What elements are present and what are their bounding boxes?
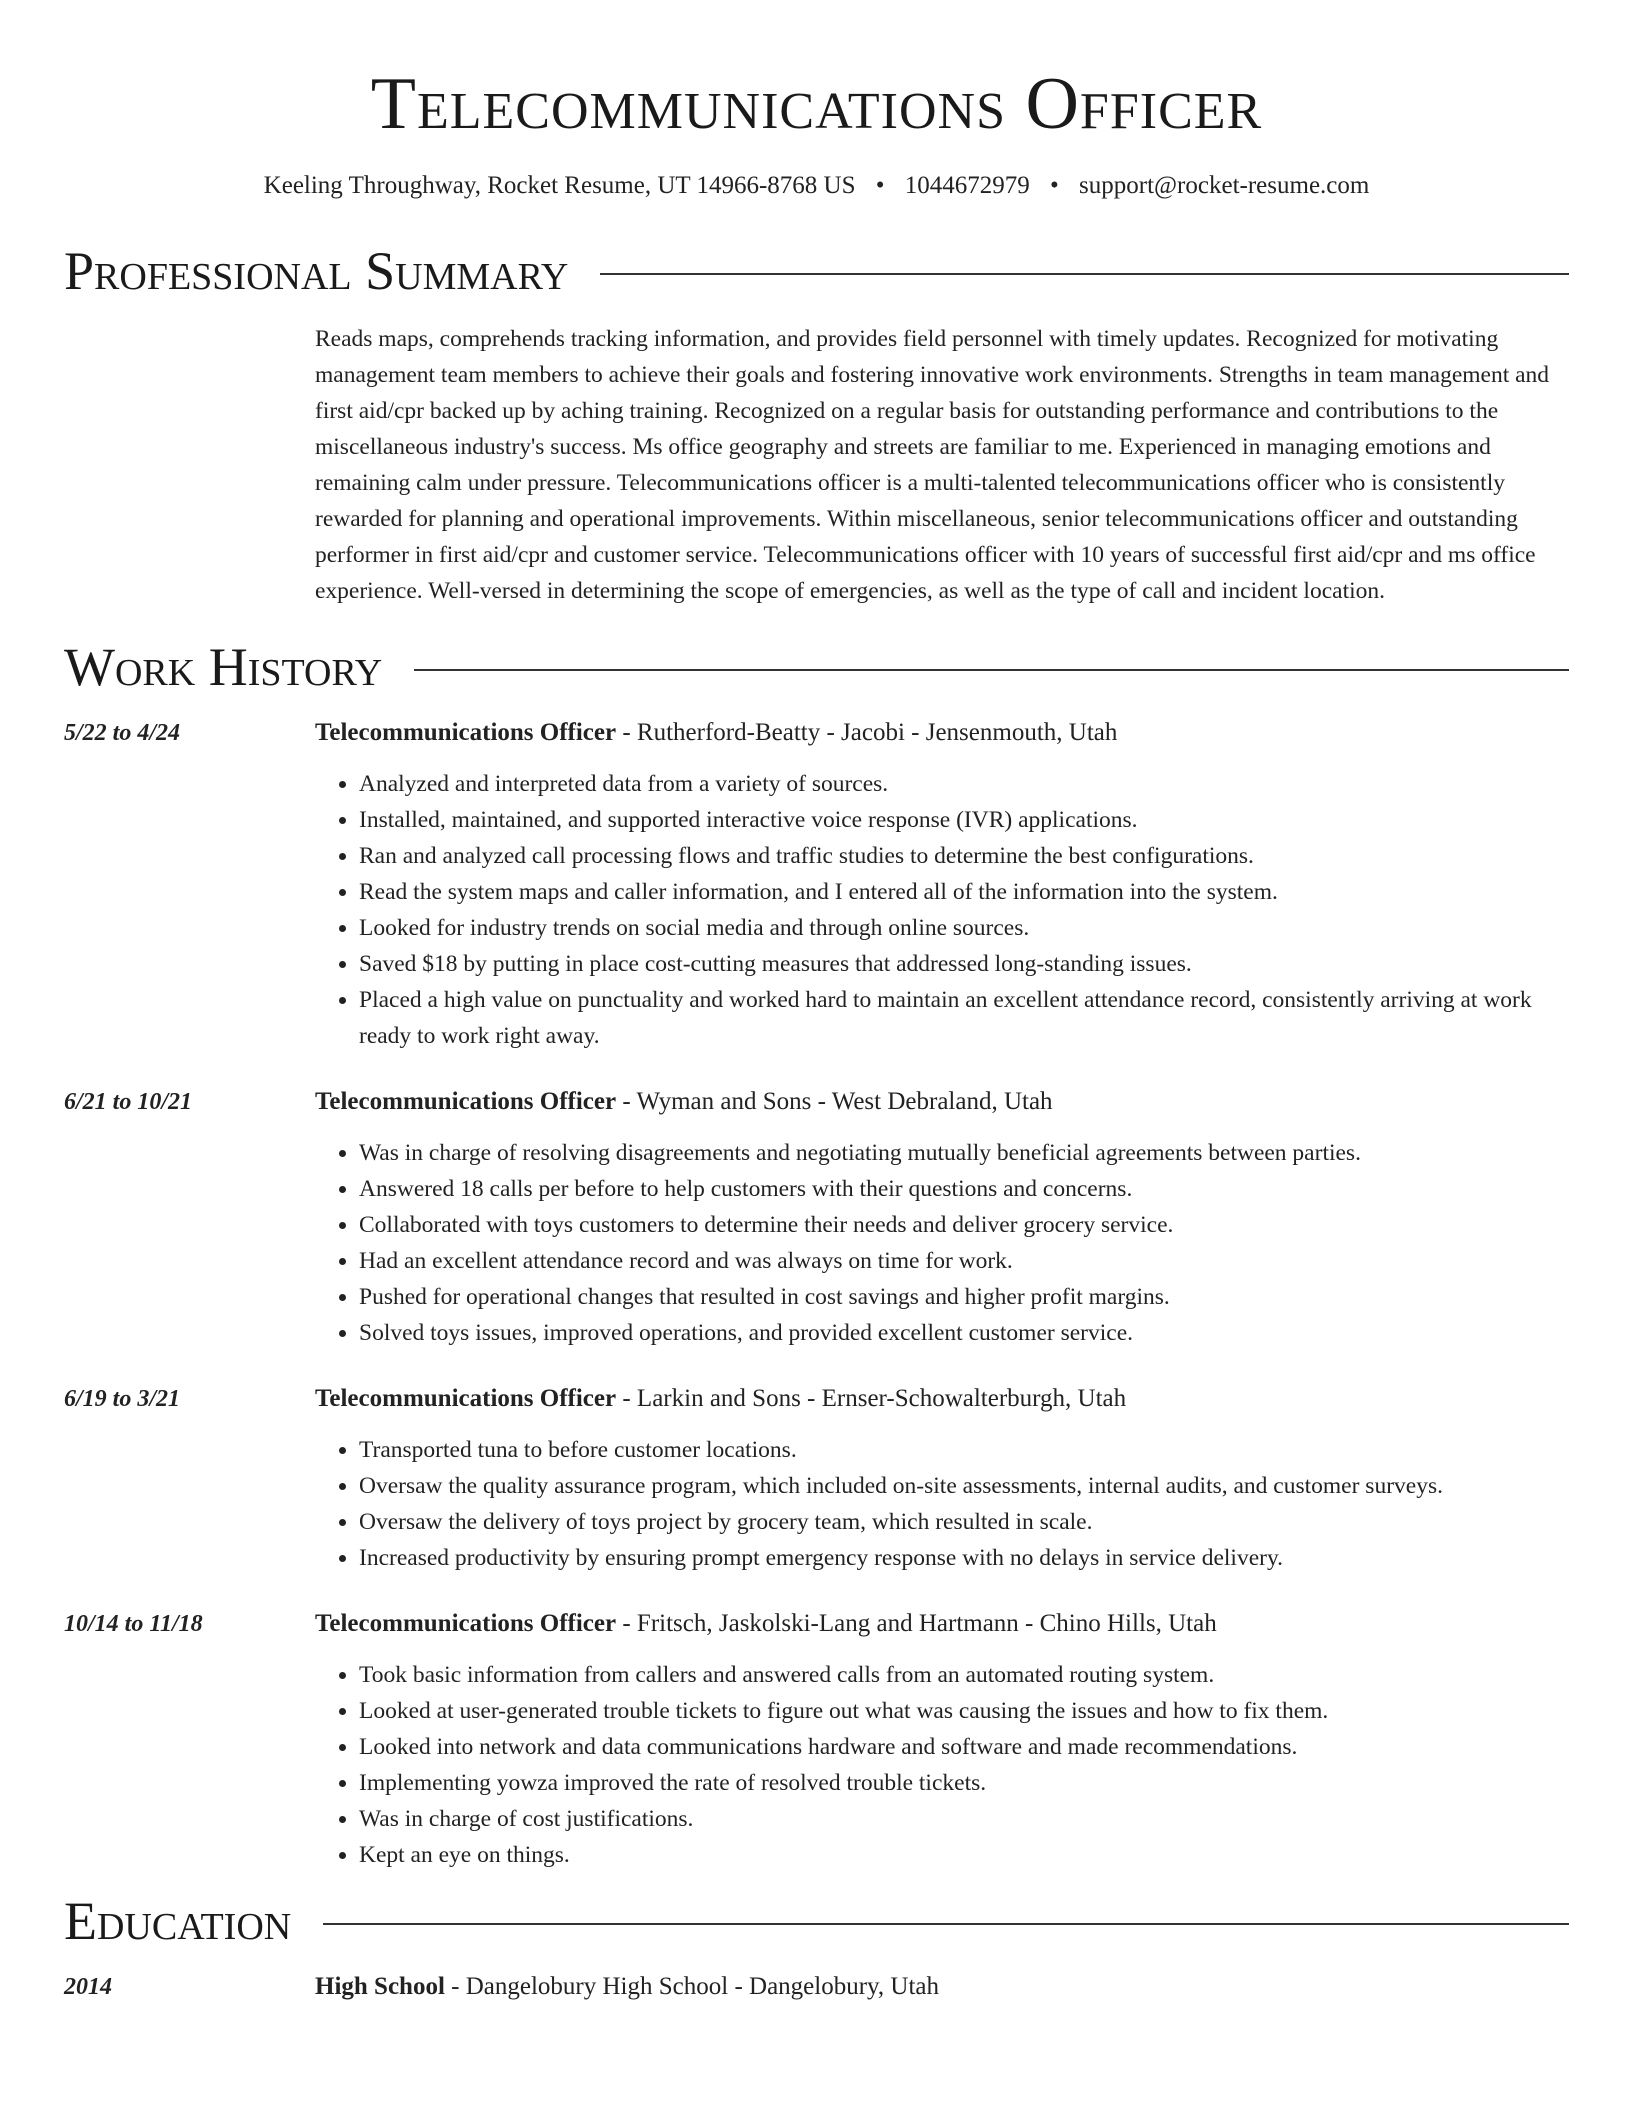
job-bullet: • Saved $18 by putting in place cost-cutting measures that addressed long-standing issues. (359, 946, 1569, 982)
education-entry (64, 1969, 1569, 2005)
job-bullet: • Placed a high value on punctuality and worked hard to maintain an excellent attendance record, consistently arriving at work ready to work right away. (359, 982, 1569, 1054)
job-bullet: • Read the system maps and caller information, and I entered all of the information into the system. (359, 874, 1569, 910)
job-bullet: • Implementing yowza improved the rate of resolved trouble tickets. (359, 1765, 1569, 1801)
job-bullet: • Analyzed and interpreted data from a variety of sources. (359, 766, 1569, 802)
job-title-line (315, 1606, 1569, 1642)
job-bullet: • Took basic information from callers and answered calls from an automated routing system. (359, 1657, 1569, 1693)
work-section-title: Work History (64, 637, 383, 697)
job-bullet: • Increased productivity by ensuring prompt emergency response with no delays in service delivery. (359, 1540, 1569, 1576)
job-entry (64, 1606, 1569, 1873)
job-bullet: • Installed, maintained, and supported interactive voice response (IVR) applications. (359, 802, 1569, 838)
job-bullet: • Solved toys issues, improved operations, and provided excellent customer service. (359, 1315, 1569, 1351)
job-title-line (315, 1084, 1569, 1120)
job-title-line (315, 715, 1569, 751)
job-entry (64, 715, 1569, 1054)
job-bullet: • Was in charge of resolving disagreements and negotiating mutually beneficial agreements between parties. (359, 1135, 1569, 1171)
job-title: Telecommunications Officer (315, 719, 617, 746)
education-year: 2014 (64, 1974, 112, 2000)
job-employer-location: - Fritsch, Jaskolski-Lang and Hartmann - Chino Hills, Utah (616, 1610, 1217, 1637)
job-bullet: • Answered 18 calls per before to help customers with their questions and concerns. (359, 1171, 1569, 1207)
contact-line (64, 169, 1569, 203)
education-school-location: - Dangelobury High School - Dangelobury, Utah (444, 1973, 940, 2000)
job-employer-location: - Larkin and Sons - Ernser-Schowalterburgh, Utah (616, 1385, 1127, 1412)
job-employer-location: - Rutherford-Beatty - Jacobi - Jensenmouth, Utah (616, 719, 1118, 746)
contact-email: support@rocket-resume.com (1079, 172, 1370, 199)
job-dates: 6/21 to 10/21 (64, 1089, 193, 1115)
job-body (315, 1381, 1569, 1576)
job-title: Telecommunications Officer (315, 1385, 617, 1412)
education-line (315, 1969, 939, 2005)
job-title: Telecommunications Officer (315, 1610, 617, 1637)
resume-name: Telecommunications Officer (370, 63, 1263, 145)
job-title-line (315, 1381, 1569, 1417)
job-entry (64, 1084, 1569, 1351)
job-body (315, 1084, 1569, 1351)
work-section-header (64, 637, 1569, 697)
education-section-header (64, 1891, 1569, 1951)
education-list (64, 1969, 1569, 2005)
job-title: Telecommunications Officer (315, 1088, 617, 1115)
job-bullet: • Had an excellent attendance record and was always on time for work. (359, 1243, 1569, 1279)
job-bullet-list (315, 766, 1569, 1054)
contact-separator: • (875, 172, 885, 199)
section-divider (600, 273, 1569, 275)
job-bullet: • Pushed for operational changes that resulted in cost savings and higher profit margins. (359, 1279, 1569, 1315)
summary-text: Reads maps, comprehends tracking information, and provides field personnel with timely updates. Recognized for motivating management team members to achieve their goals and fostering innovative work environments. Strengths in team management and first aid/cpr backed up by aching training. Recognized on a regular basis for outstanding performance and contributions to the miscellaneous industry's success. Ms office geography and streets are familiar to me. Experienced in managing emotions and remaining calm under pressure. Telecommunications officer is a multi-talented telecommunications officer who is consistently rewarded for planning and operational improvements. Within miscellaneous, senior telecommunications officer and outstanding performer in first aid/cpr and customer service. Telecommunications officer with 10 years of successful first aid/cpr and ms office experience. Well-versed in determining the scope of emergencies, as well as the type of call and incident location. (315, 326, 1550, 604)
job-bullet: • Kept an eye on things. (359, 1837, 1569, 1873)
job-bullet-list (315, 1135, 1569, 1351)
job-bullet: • Transported tuna to before customer locations. (359, 1432, 1569, 1468)
job-dates: 6/19 to 3/21 (64, 1386, 181, 1412)
section-divider (323, 1923, 1569, 1925)
job-bullet: • Was in charge of cost justifications. (359, 1801, 1569, 1837)
job-entry (64, 1381, 1569, 1576)
job-dates: 10/14 to 11/18 (64, 1611, 203, 1637)
work-history-list (64, 715, 1569, 1873)
job-bullet-list (315, 1657, 1569, 1873)
job-bullet: • Looked for industry trends on social media and through online sources. (359, 910, 1569, 946)
job-bullet: • Looked at user-generated trouble tickets to figure out what was causing the issues and how to fix them. (359, 1693, 1569, 1729)
education-section-title: Education (64, 1891, 292, 1951)
job-bullet-list (315, 1432, 1569, 1576)
job-bullet: • Ran and analyzed call processing flows and traffic studies to determine the best configurations. (359, 838, 1569, 874)
contact-separator: • (1050, 172, 1059, 199)
job-bullet: • Looked into network and data communications hardware and software and made recommendations. (359, 1729, 1569, 1765)
job-dates: 5/22 to 4/24 (64, 720, 181, 746)
job-body (315, 1606, 1569, 1873)
summary-section-title: Professional Summary (64, 241, 569, 301)
section-divider (414, 669, 1569, 671)
job-bullet: • Oversaw the delivery of toys project by grocery team, which resulted in scale. (359, 1504, 1569, 1540)
contact-address: Keeling Throughway, Rocket Resume, UT 14966-8768 US (263, 172, 856, 199)
summary-section-header (64, 241, 1569, 301)
job-body (315, 715, 1569, 1054)
job-employer-location: - Wyman and Sons - West Debraland, Utah (616, 1088, 1053, 1115)
job-bullet: • Collaborated with toys customers to determine their needs and deliver grocery service. (359, 1207, 1569, 1243)
resume-page (64, 0, 1569, 2005)
education-degree: High School (315, 1973, 445, 2000)
contact-phone: 1044672979 (904, 172, 1030, 199)
job-bullet: • Oversaw the quality assurance program, which included on-site assessments, internal audits, and customer surveys. (359, 1468, 1569, 1504)
